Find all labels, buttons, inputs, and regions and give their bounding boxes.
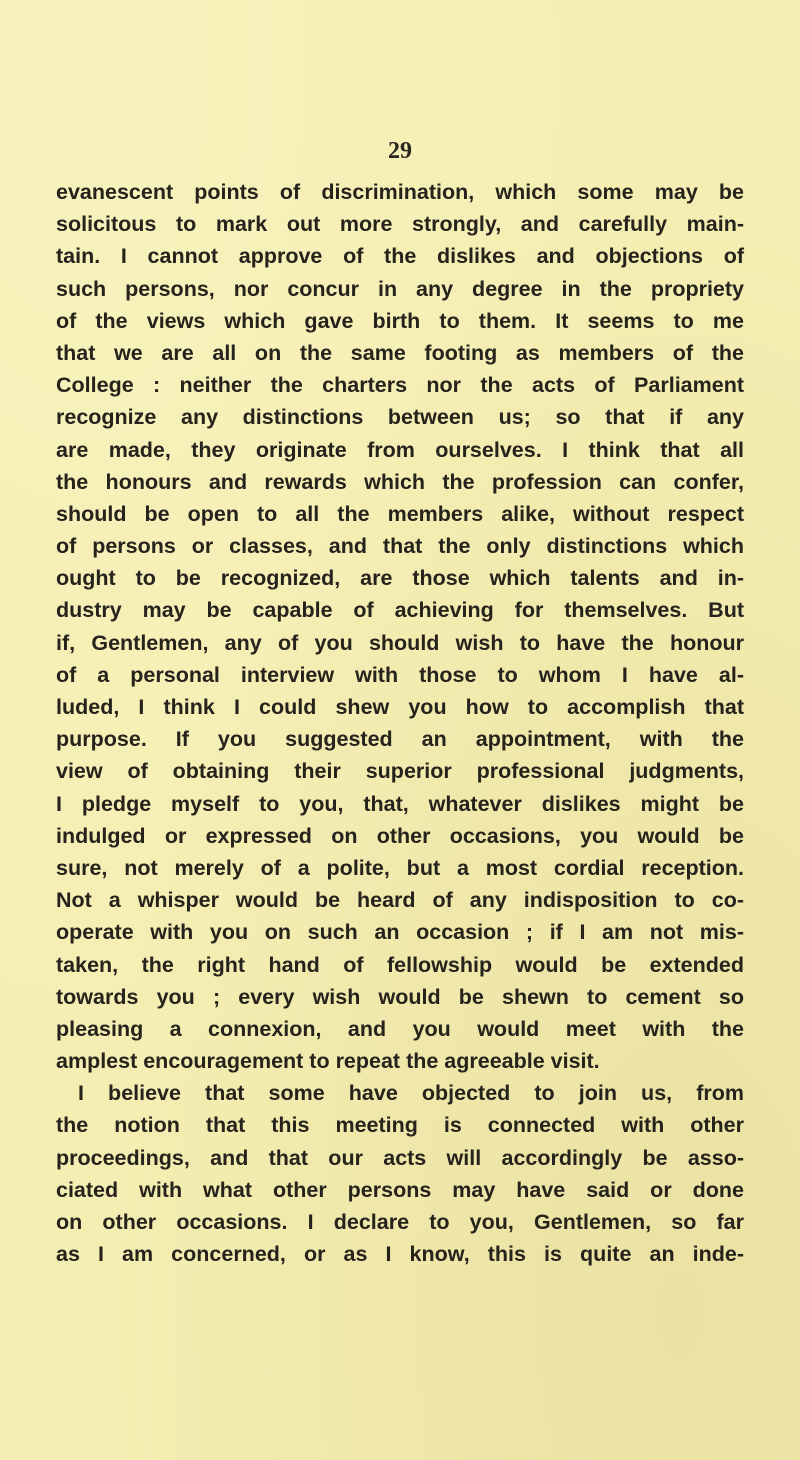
- text-line: of the views which gave birth to them. It seems to me: [56, 308, 744, 333]
- text-line: such persons, nor concur in any degree in the propriety: [56, 276, 744, 301]
- text-line: the honours and rewards which the profession can confer,: [56, 469, 744, 494]
- text-line: pleasing a connexion, and you would meet with the: [56, 1016, 744, 1041]
- text-line: taken, the right hand of fellowship would be extended: [56, 952, 744, 977]
- text-line: of persons or classes, and that the only distinctions which: [56, 534, 744, 559]
- text-line: as I am concerned, or as I know, this is quite an inde-: [56, 1242, 744, 1267]
- page-number: 29: [388, 138, 412, 164]
- text-line: evanescent points of discrimination, which some may be: [56, 180, 744, 204]
- text-line: recognize any distinctions between us; so that if any: [56, 405, 744, 430]
- text-line: towards you ; every wish would be shewn to cement so: [56, 984, 744, 1009]
- text-line: if, Gentlemen, any of you should wish to have the honour: [56, 630, 744, 655]
- body-text: [56, 176, 744, 1270]
- text-line: ought to be recognized, are those which talents and in-: [56, 566, 744, 591]
- text-line: I pledge myself to you, that, whatever dislikes might be: [56, 791, 744, 816]
- text-line: I believe that some have objected to join us, from: [78, 1081, 744, 1106]
- text-line: solicitous to mark out more strongly, and carefully main-: [56, 212, 744, 237]
- text-line: view of obtaining their superior professional judgments,: [56, 759, 744, 784]
- text-line: tain. I cannot approve of the dislikes and objections of: [56, 244, 744, 269]
- text-line: are made, they originate from ourselves. I think that all: [56, 437, 744, 462]
- text-line: dustry may be capable of achieving for themselves. But: [56, 598, 744, 623]
- text-line: amplest encouragement to repeat the agreeable visit.: [56, 1049, 600, 1074]
- text-line: that we are all on the same footing as members of the: [56, 340, 744, 365]
- text-line: ciated with what other persons may have said or done: [56, 1177, 744, 1202]
- text-line: Not a whisper would be heard of any indisposition to co-: [56, 888, 744, 913]
- text-line: purpose. If you suggested an appointment, with the: [56, 727, 744, 752]
- text-line: of a personal interview with those to whom I have al-: [56, 662, 744, 687]
- text-line: indulged or expressed on other occasions, you would be: [56, 823, 744, 848]
- text-line: should be open to all the members alike, without respect: [56, 501, 744, 526]
- text-line: sure, not merely of a polite, but a most cordial reception.: [56, 855, 744, 880]
- text-line: College : neither the charters nor the acts of Parliament: [56, 373, 744, 398]
- text-line: operate with you on such an occasion ; if I am not mis-: [56, 920, 744, 945]
- text-line: the notion that this meeting is connected with other: [56, 1113, 744, 1138]
- text-line: luded, I think I could shew you how to accomplish that: [56, 695, 744, 719]
- text-line: proceedings, and that our acts will accordingly be asso-: [56, 1145, 744, 1170]
- text-line: on other occasions. I declare to you, Gentlemen, so far: [56, 1210, 744, 1234]
